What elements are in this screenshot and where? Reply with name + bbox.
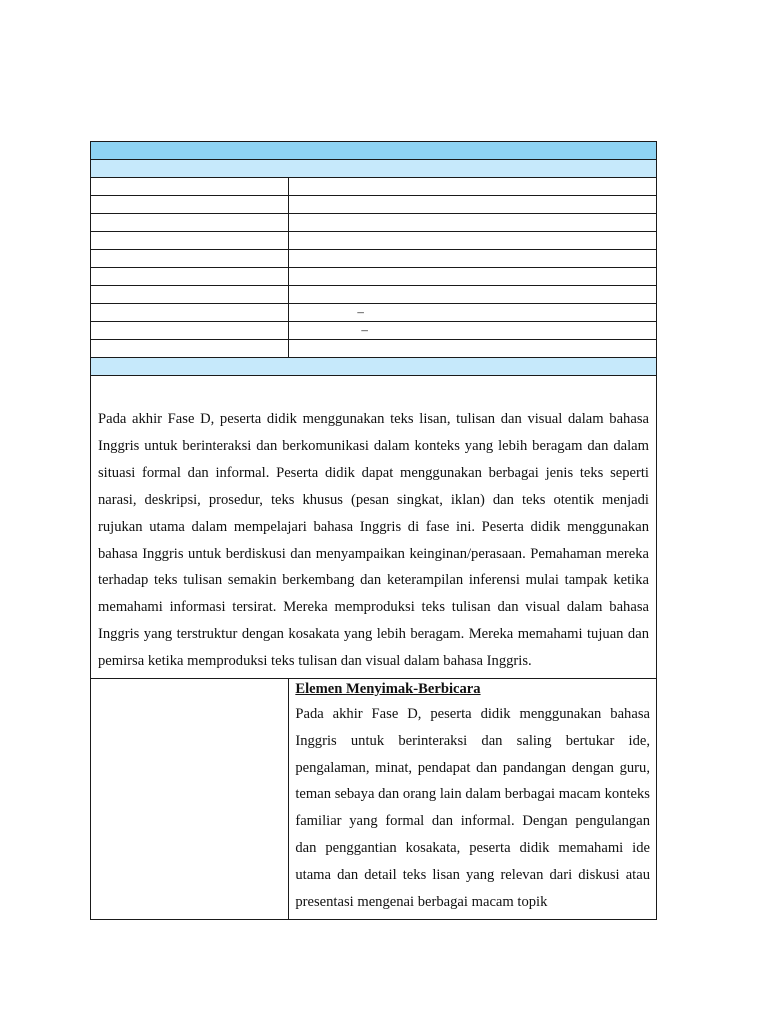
form-row <box>91 304 657 322</box>
form-row <box>91 232 657 250</box>
title-band-row <box>91 142 657 160</box>
capaian-band <box>91 358 657 376</box>
form-label-cell <box>91 232 289 250</box>
module-table <box>90 141 657 920</box>
form-label-cell <box>91 268 289 286</box>
form-value-cell <box>289 196 657 214</box>
form-row <box>91 214 657 232</box>
dash-mark: – <box>357 304 364 319</box>
form-label-cell <box>91 286 289 304</box>
elemen-content-cell <box>289 679 657 920</box>
capaian-paragraph: Pada akhir Fase D, peserta didik menggunakan teks lisan, tulisan dan visual dalam bahasa Inggris untuk berinteraksi dan berkomunikasi dalam konteks yang lebih beragam dan dalam situasi formal dan informal. Peserta didik dapat menggunakan berbagai jenis teks seperti narasi, deskripsi, prosedur, teks khusus (pesan singkat, iklan) dan teks otentik menjadi rujukan utama dalam mempelajari bahasa Inggris di fase ini. Peserta didik menggunakan bahasa Inggris untuk berdiskusi dan menyampaikan keinginan/perasaan. Pemahaman mereka terhadap teks tulisan semakin berkembang dan keterampilan inferensi mulai tampak ketika memahami informasi tersirat. Mereka memproduksi teks tulisan dan visual dalam bahasa Inggris yang terstruktur dengan kosakata yang lebih beragam. Mereka memahami tujuan dan pemirsa ketika memproduksi teks tulisan dan visual dalam bahasa Inggris. <box>98 411 649 670</box>
title-band <box>91 142 657 160</box>
form-value-cell <box>289 286 657 304</box>
form-value-cell <box>289 178 657 196</box>
elemen-row <box>91 679 657 920</box>
form-value-cell <box>289 214 657 232</box>
dash-mark: – <box>361 322 368 337</box>
form-value-cell <box>289 322 657 340</box>
elemen-content <box>289 679 656 919</box>
form-label-cell <box>91 304 289 322</box>
form-value-cell <box>289 250 657 268</box>
form-row <box>91 322 657 340</box>
identity-band-row <box>91 160 657 178</box>
elemen-heading: Elemen Menyimak-Berbicara <box>295 681 481 697</box>
form-row <box>91 250 657 268</box>
form-row <box>91 286 657 304</box>
elemen-label-cell <box>91 679 289 920</box>
form-label-cell <box>91 214 289 232</box>
elemen-paragraph: Pada akhir Fase D, peserta didik menggunakan bahasa Inggris untuk berinteraksi dan saling bertukar ide, pengalaman, minat, pendapat dan pandangan dengan guru, teman sebaya dan orang lain dalam berbagai macam konteks familiar yang formal dan informal. Dengan pengulangan dan penggantian kosakata, peserta didik memahami ide utama dan detail teks lisan yang relevan dari diskusi atau presentasi mengenai berbagai macam topik <box>295 706 650 910</box>
form-row <box>91 178 657 196</box>
form-row <box>91 196 657 214</box>
identity-band <box>91 160 657 178</box>
capaian-row <box>91 376 657 679</box>
capaian-cell <box>91 376 657 679</box>
form-label-cell <box>91 340 289 358</box>
form-value-cell <box>289 232 657 250</box>
form-label-cell <box>91 196 289 214</box>
form-label-cell <box>91 322 289 340</box>
form-value-cell <box>289 304 657 322</box>
form-row <box>91 268 657 286</box>
capaian-band-row <box>91 358 657 376</box>
form-value-cell <box>289 268 657 286</box>
form-label-cell <box>91 178 289 196</box>
form-label-cell <box>91 250 289 268</box>
form-row <box>91 340 657 358</box>
form-value-cell <box>289 340 657 358</box>
